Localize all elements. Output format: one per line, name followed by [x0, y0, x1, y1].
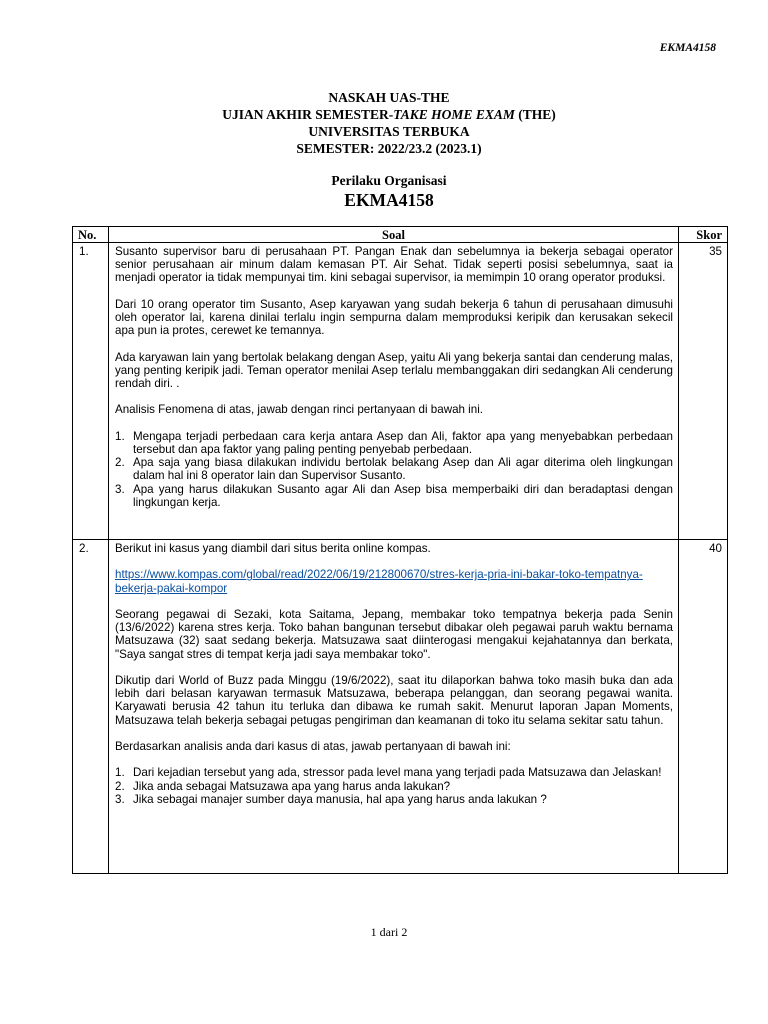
header-skor: Skor: [679, 227, 728, 243]
list-item-text: Mengapa terjadi perbedaan cara kerja antara Asep dan Ali, faktor apa yang menyebabkan perbedaan tersebut dan apa faktor yang paling penting penyebab perbedaan.: [133, 429, 673, 456]
list-item-number: 1.: [115, 429, 125, 443]
question-paragraph: Susanto supervisor baru di perusahaan PT. Pangan Enak dan sebelumnya ia bekerja sebagai operator senior perusahaan air minum dalam kemasan PT. Air Sehat. Tidak seperti posisi sebelumnya, saat ia menjadi operator ia tidak mempunyai tim. kini sebagai supervisor, ia memimpin 10 orang operator produksi.: [115, 245, 673, 285]
list-item-number: 2.: [115, 779, 125, 793]
header-exam-type: [0, 106, 768, 123]
header-soal: Soal: [109, 227, 679, 243]
list-item-text: Apa yang harus dilakukan Susanto agar Ali dan Asep bisa memperbaiki diri dan beradaptasi dengan lingkungan kerja.: [133, 482, 673, 509]
question-paragraph: Seorang pegawai di Sezaki, kota Saitama, Jepang, membakar toko tempatnya bekerja pada Senin (13/6/2022) karena stres kerja. Toko bahan bangunan tersebut dibakar oleh pegawai paruh waktu bernama Matsuzawa (32) saat sedang bekerja. Matsuzawa saat diinterogasi mengakui kejahatannya dan berkata, "Saya sangat stres di tempat kerja jadi saya membakar toko".: [115, 607, 673, 661]
header-exam-suffix: (THE): [514, 107, 556, 122]
exam-header: [0, 89, 768, 211]
question-score: 40: [679, 540, 728, 874]
list-item-number: 3.: [115, 792, 125, 806]
list-item: [115, 456, 673, 482]
question-body: [109, 243, 679, 540]
header-university: UNIVERSITAS TERBUKA: [308, 124, 470, 139]
sub-question-list: [115, 430, 673, 509]
header-semester: SEMESTER: 2022/23.2 (2023.1): [296, 141, 482, 156]
question-paragraph: Dari 10 orang operator tim Susanto, Asep karyawan yang sudah bekerja 6 tahun di perusahaan dimusuhi oleh operator lai, karena dinilai terlalu ingin sempurna dalam memproduksi keripik dan kerusakan sekecil apa pun ia protes, cerewet ke temannya.: [115, 297, 673, 338]
question-score: 35: [679, 243, 728, 540]
course-code: EKMA4158: [344, 190, 434, 210]
list-item: [115, 793, 673, 806]
question-row-1: [73, 243, 728, 540]
list-item-text: Dari kejadian tersebut yang ada, stressor pada level mana yang terjadi pada Matsuzawa dan Jelaskan!: [133, 766, 662, 780]
list-item: [115, 430, 673, 456]
list-item: [115, 483, 673, 509]
list-item-text: Apa saja yang biasa dilakukan individu bertolak belakang Asep dan Ali agar diterima oleh lingkungan dalam hal ini 8 operator lain dan Supervisor Susanto.: [133, 456, 673, 483]
question-table: [72, 226, 728, 874]
header-no: No.: [73, 227, 109, 243]
document-code: EKMA4158: [659, 42, 716, 54]
question-paragraph: Analisis Fenomena di atas, jawab dengan rinci pertanyaan di bawah ini.: [115, 403, 484, 417]
list-item-number: 3.: [115, 482, 125, 496]
header-exam-italic: TAKE HOME EXAM: [393, 107, 515, 122]
question-paragraph: Berikut ini kasus yang diambil dari situs berita online kompas.: [115, 542, 431, 555]
question-paragraph: Dikutip dari World of Buzz pada Minggu (19/6/2022), saat itu dilaporkan bahwa toko masih buka dan ada lebih dari belasan karyawan termasuk Matsuzawa, beberapa pelanggan, dan seorang pegawai wanita. Karyawati berusia 42 tahun itu terluka dan dibawa ke rumah sakit. Menurut laporan Japan Moments, Matsuzawa telah bekerja sebagai petugas pengiriman dan keamanan di toko itu selama sekitar satu tahun.: [115, 673, 673, 727]
table-header-row: [73, 227, 728, 243]
header-title: NASKAH UAS-THE: [328, 90, 450, 105]
list-item: [115, 780, 673, 793]
sub-question-list: [115, 766, 673, 806]
header-exam-prefix: UJIAN AKHIR SEMESTER-: [222, 107, 394, 122]
list-item-text: Jika anda sebagai Matsuzawa apa yang harus anda lakukan?: [133, 779, 451, 793]
question-number: 2.: [73, 540, 109, 874]
course-name: Perilaku Organisasi: [331, 173, 447, 188]
list-item-text: Jika sebagai manajer sumber daya manusia, hal apa yang harus anda lakukan ?: [133, 792, 547, 806]
source-link-paragraph: [115, 568, 673, 594]
source-link[interactable]: https://www.kompas.com/global/read/2022/06/19/212800670/stres-kerja-pria-ini-bakar-toko-tempatnya-bekerja-pakai-kompor: [115, 568, 643, 595]
question-paragraph: Berdasarkan analisis anda dari kasus di atas, jawab pertanyaan di bawah ini:: [115, 739, 511, 753]
list-item: [115, 766, 673, 779]
page-number: 1 dari 2: [370, 925, 408, 939]
question-body: [109, 540, 679, 874]
list-item-number: 1.: [115, 766, 125, 780]
question-row-2: [73, 540, 728, 874]
list-item-number: 2.: [115, 456, 125, 470]
question-paragraph: Ada karyawan lain yang bertolak belakang dengan Asep, yaitu Ali yang bekerja santai dan cenderung malas, yang penting keripik jadi. Teman operator menilai Asep terlalu membanggakan diri sedangkan Ali cenderung rendah diri. .: [115, 350, 673, 390]
question-number: 1.: [73, 243, 109, 540]
